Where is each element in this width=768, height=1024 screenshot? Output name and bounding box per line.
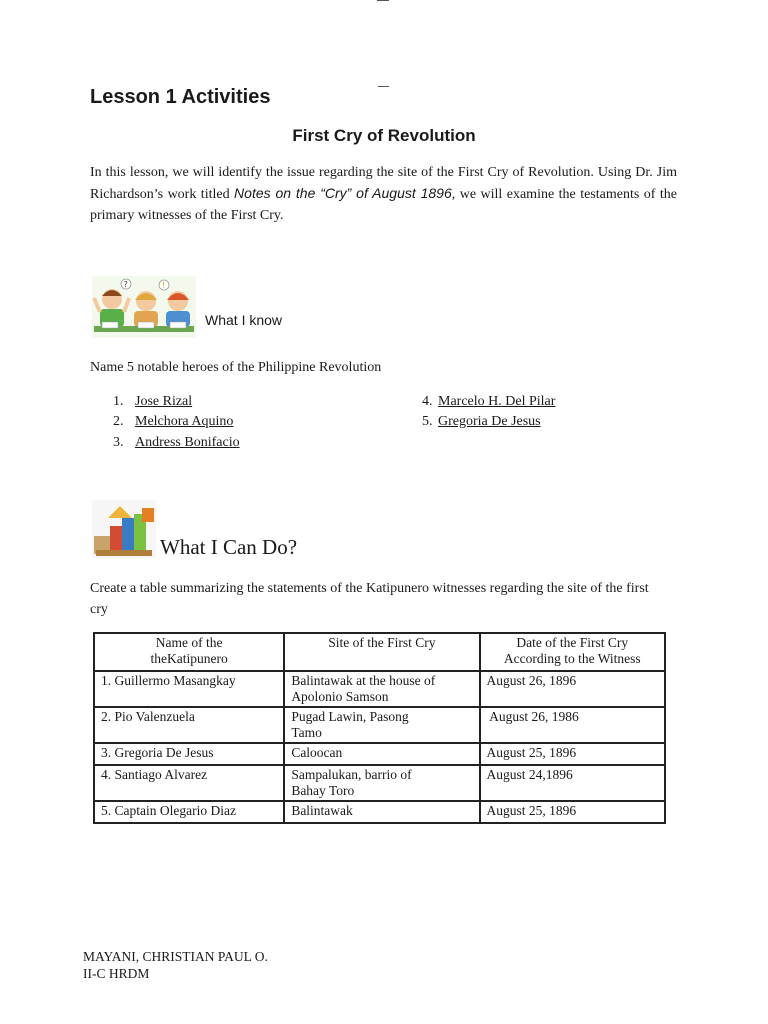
header-witness-name: Name of the theKatipunero xyxy=(94,633,284,671)
date-cell: August 24,1896 xyxy=(480,765,665,801)
site-cell: Caloocan xyxy=(284,743,479,765)
author-footer xyxy=(83,948,268,982)
hero-number: 2. xyxy=(113,414,124,429)
site-cell: Pugad Lawin, Pasong Tamo xyxy=(284,707,479,743)
what-i-know-banner xyxy=(92,276,298,338)
top-mark xyxy=(377,0,389,1)
date-cell: August 25, 1896 xyxy=(480,801,665,823)
intro-text-start: In this lesson, we will identify the issue regarding the site of the First Cry of Revolution. Using Dr. Jim Richardson’s work titled xyxy=(90,165,677,202)
intro-text-end: , we will examine the testaments of the primary witnesses of the First Cry. xyxy=(90,187,677,223)
table-prompt: Create a table summarizing the statements of the Katipunero witnesses regarding the site of the first cry xyxy=(90,581,649,617)
what-i-can-do-label: What I Can Do? xyxy=(160,535,298,559)
table-row xyxy=(94,671,665,707)
header-date: Date of the First Cry According to the Witness xyxy=(480,633,665,671)
hero-number: 4. xyxy=(422,394,433,409)
header-mark xyxy=(378,86,389,87)
witness-name-cell: 4. Santiago Alvarez xyxy=(94,765,284,801)
section-title: First Cry of Revolution xyxy=(292,126,476,145)
work-title: Notes on the “Cry” of August 1896 xyxy=(234,185,452,201)
witness-name-cell: 1. Guillermo Masangkay xyxy=(94,671,284,707)
date-cell: August 26, 1986 xyxy=(480,707,665,743)
witness-table xyxy=(93,632,666,824)
table-row xyxy=(94,743,665,765)
table-row xyxy=(94,707,665,743)
header-site: Site of the First Cry xyxy=(284,633,479,671)
author-name: MAYANI, CHRISTIAN PAUL O. xyxy=(83,949,268,964)
hero-item xyxy=(0,414,768,434)
hero-number: 1. xyxy=(113,394,124,409)
table-row xyxy=(94,765,665,801)
site-cell: Balintawak at the house of Apolonio Samson xyxy=(284,671,479,707)
date-cell: August 26, 1896 xyxy=(480,671,665,707)
witness-name-cell: 3. Gregoria De Jesus xyxy=(94,743,284,765)
hero-name: Andress Bonifacio xyxy=(135,435,240,450)
hero-name: Jose Rizal xyxy=(135,394,193,409)
date-cell: August 25, 1896 xyxy=(480,743,665,765)
hero-item xyxy=(0,435,768,455)
hero-name: Melchora Aquino xyxy=(135,414,234,429)
hero-name: Marcelo H. Del Pilar xyxy=(438,394,556,409)
heroes-prompt: Name 5 notable heroes of the Philippine Revolution xyxy=(90,360,382,375)
lesson-title: Lesson 1 Activities xyxy=(90,86,271,108)
site-cell: Balintawak xyxy=(284,801,479,823)
svg-text:?: ? xyxy=(123,280,128,289)
what-i-know-label: What I know xyxy=(205,312,283,328)
svg-text:!: ! xyxy=(162,281,166,290)
hero-name: Gregoria De Jesus xyxy=(438,414,541,429)
witness-name-cell: 5. Captain Olegario Diaz xyxy=(94,801,284,823)
author-section: II-C HRDM xyxy=(83,966,150,981)
hero-item xyxy=(0,394,768,414)
hero-number: 3. xyxy=(113,435,124,450)
table-row xyxy=(94,801,665,823)
children-studying-icon xyxy=(92,276,298,338)
what-i-can-do-banner xyxy=(92,500,156,558)
building-blocks-icon xyxy=(92,500,156,558)
site-cell: Sampalukan, barrio of Bahay Toro xyxy=(284,765,479,801)
witness-name-cell: 2. Pio Valenzuela xyxy=(94,707,284,743)
table-header-row xyxy=(94,633,665,671)
hero-number: 5. xyxy=(422,414,433,429)
intro-paragraph xyxy=(90,162,677,226)
